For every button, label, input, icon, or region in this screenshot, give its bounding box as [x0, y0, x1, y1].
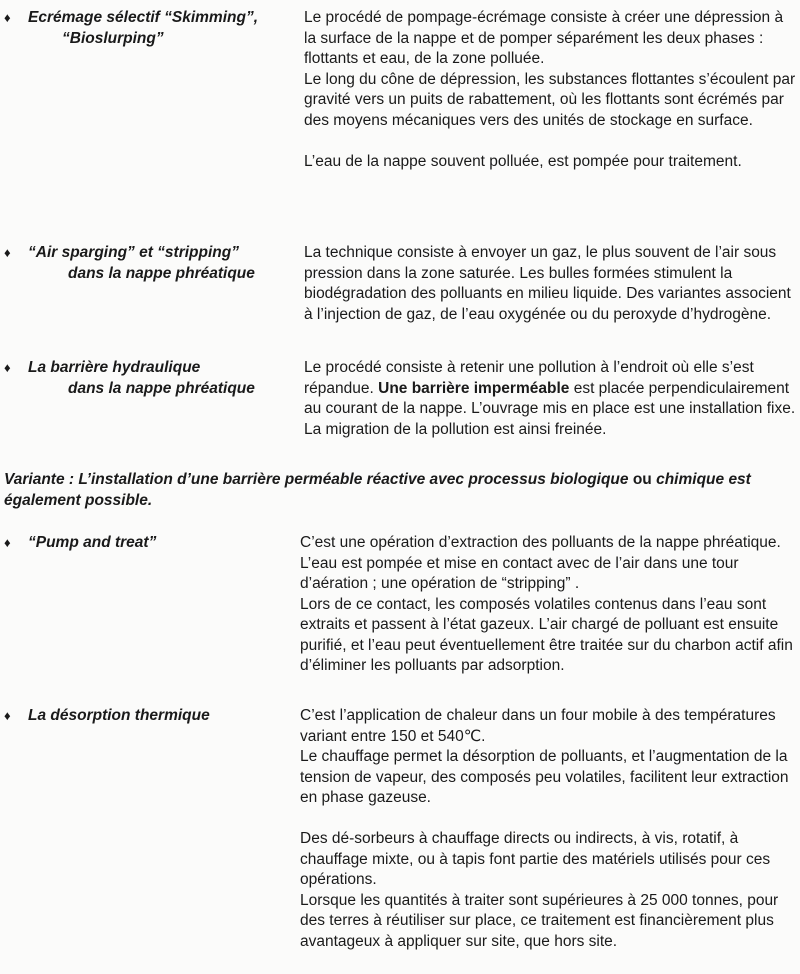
section-description: [300, 706, 794, 952]
bullet-icon: ♦: [4, 360, 11, 375]
term-line: “Pump and treat”: [28, 534, 157, 551]
paragraph: [304, 358, 798, 440]
section-description: [300, 533, 794, 677]
section-description: [304, 358, 798, 440]
paragraph: C’est l’application de chaleur dans un four mobile à des températures variant entre 150 et 540℃.: [300, 707, 776, 745]
bold-text: Une barrière imperméable: [378, 379, 570, 397]
section-description: [304, 243, 798, 325]
paragraph: La technique consiste à envoyer un gaz, le plus souvent de l’air sous pression dans la zone saturée. Les bulles formées stimulent la biodégradation des polluants en milieu liquide. Des variantes associent à l’injection de gaz, de l’eau oxygénée ou du peroxyde d’hydrogène.: [304, 244, 791, 323]
paragraph: Lorsque les quantités à traiter sont supérieures à 25 000 tonnes, pour des terres à réutiliser sur place, ce traitement est financièrement plus avantageux à appliquer sur site, que hors site.: [300, 891, 779, 950]
term-line: dans la nappe phréatique: [68, 264, 255, 282]
section-term: [28, 243, 298, 284]
paragraph: Le procédé de pompage-écrémage consiste à créer une dépression à la surface de la nappe et de pomper séparément les deux phases : flottants et eau, de la zone polluée.: [304, 9, 784, 67]
paragraph: Lors de ce contact, les composés volatiles contenus dans l’eau sont extraits et passent à l’état gazeux. L’air chargé de polluant est ensuite purifié, et l’eau peut éventuellement être traitée sur du charbon actif afin d’éliminer les polluants par adsorption.: [300, 595, 793, 674]
paragraph: Le long du cône de dépression, les substances flottantes s’écoulent par gravité vers un puits de rabattement, où les flottants sont écrémés par des moyens mécaniques vers des unités de stockage en surface.: [304, 70, 796, 129]
term-line: La désorption thermique: [28, 707, 210, 724]
term-line: “Bioslurping”: [62, 29, 164, 47]
bullet-icon: ♦: [4, 535, 11, 550]
paragraph: Des dé-sorbeurs à chauffage directs ou indirects, à vis, rotatif, à chauffage mixte, ou à tapis font partie des matériels utilisés pour ces opérations.: [300, 830, 771, 888]
paragraph: Le chauffage permet la désorption de polluants, et l’augmentation de la tension de vapeur, des composés peu volatiles, facilitent leur extraction en phase gazeuse.: [300, 748, 789, 806]
term-line: La barrière hydraulique: [28, 359, 201, 376]
section-description: [304, 8, 798, 172]
term-line: dans la nappe phréatique: [68, 379, 255, 397]
variante-italic: Variante : L’installation d’une barrière perméable réactive avec processus biologique: [4, 471, 629, 488]
bullet-icon: ♦: [4, 10, 11, 25]
section-term: [28, 358, 298, 399]
paragraph: L’eau de la nappe souvent polluée, est pompée pour traitement.: [304, 152, 742, 170]
variante-note: [4, 470, 794, 511]
bullet-icon: ♦: [4, 708, 11, 723]
text: est placée perpendiculairement au courant de la nappe. L’ouvrage mis en place est une installation fixe. La migration de la pollution est ainsi freinée.: [304, 379, 796, 438]
variante-italic: chimique est également possible.: [4, 471, 751, 509]
variante-plain: ou: [628, 471, 657, 488]
paragraph: C’est une opération d’extraction des polluants de la nappe phréatique. L’eau est pompée et mise en contact avec de l’air dans une tour d’aération ; une opération de “stripping” .: [300, 534, 781, 592]
section-term: [28, 533, 298, 554]
bullet-icon: ♦: [4, 245, 11, 260]
text: Le procédé consiste à retenir une pollution à l’endroit où elle s’est répandue.: [304, 359, 754, 397]
section-term: [28, 706, 298, 727]
term-line: Ecrémage sélectif “Skimming”,: [28, 9, 259, 26]
term-line: “Air sparging” et “stripping”: [28, 244, 239, 261]
section-term: [28, 8, 298, 49]
